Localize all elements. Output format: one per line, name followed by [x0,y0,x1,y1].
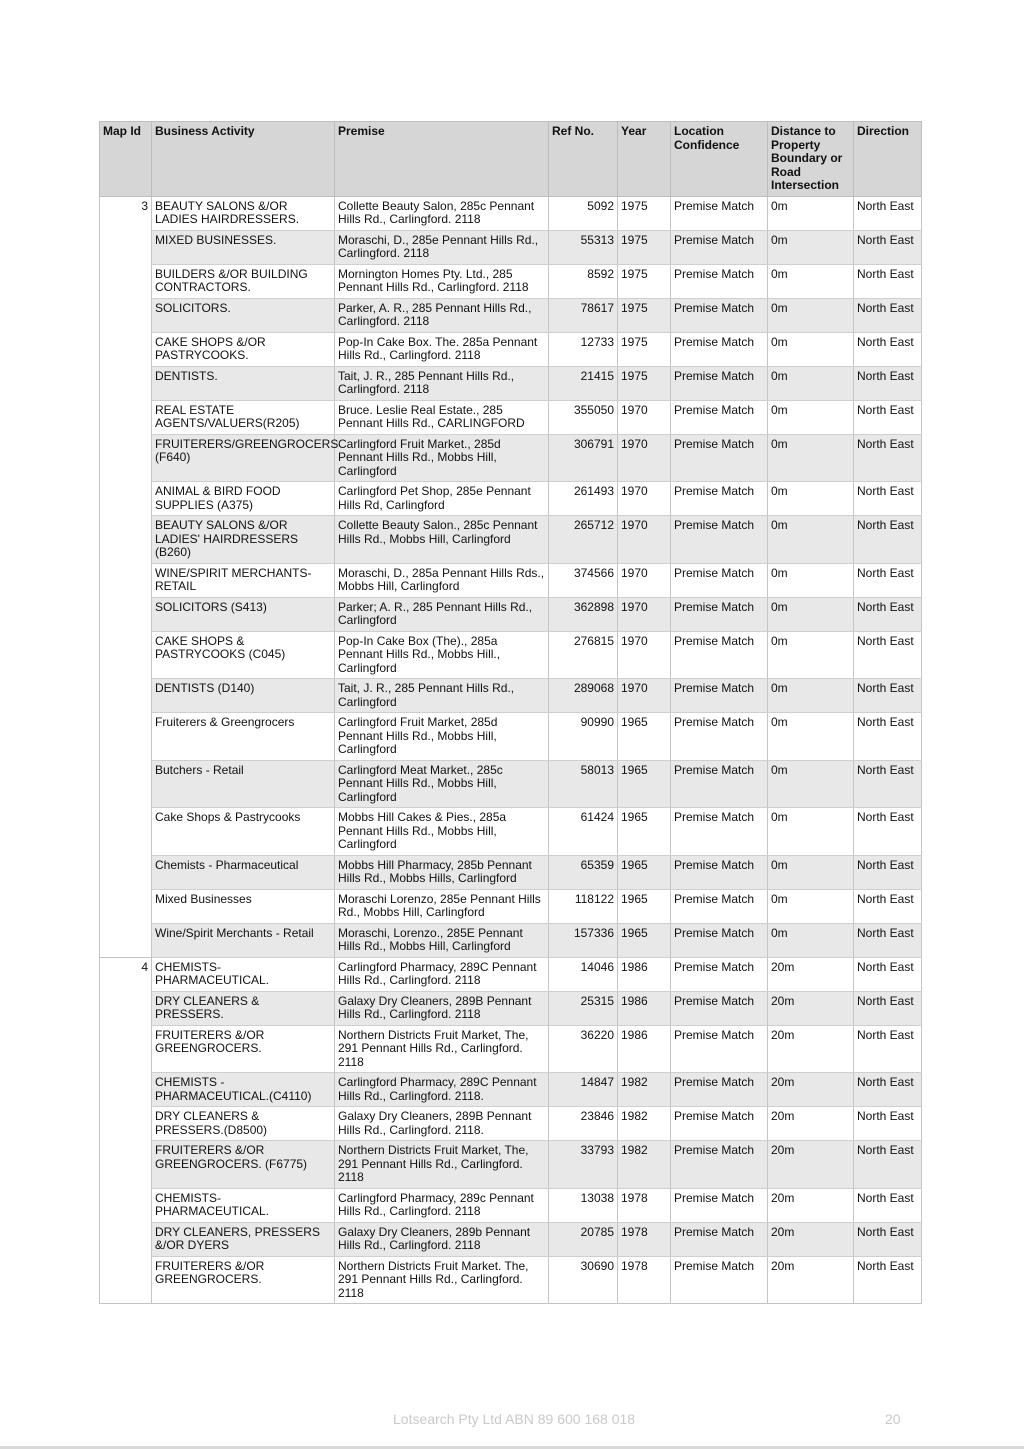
table-row [100,1256,922,1304]
cell-ref-no: 90990 [549,713,618,761]
table-body [100,196,922,1304]
cell-year: 1965 [618,923,671,957]
cell-distance: 0m [768,434,854,482]
cell-location-confidence: Premise Match [671,434,768,482]
cell-year: 1978 [618,1222,671,1256]
header-year: Year [618,122,671,197]
cell-business-activity: REAL ESTATE AGENTS/VALUERS(R205) [152,400,335,434]
cell-distance: 0m [768,264,854,298]
cell-map-id [100,1222,152,1256]
cell-premise: Moraschi, D., 285e Pennant Hills Rd., Carlingford. 2118 [335,230,549,264]
cell-premise: Bruce. Leslie Real Estate., 285 Pennant Hills Rd., CARLINGFORD [335,400,549,434]
cell-premise: Tait, J. R., 285 Pennant Hills Rd., Carlingford [335,679,549,713]
cell-premise: Mobbs Hill Pharmacy, 285b Pennant Hills Rd., Mobbs Hills, Carlingford [335,855,549,889]
cell-location-confidence: Premise Match [671,1107,768,1141]
cell-map-id [100,713,152,761]
cell-premise: Galaxy Dry Cleaners, 289B Pennant Hills Rd., Carlingford. 2118 [335,991,549,1025]
cell-direction: North East [854,482,922,516]
cell-ref-no: 58013 [549,760,618,808]
cell-distance: 20m [768,1141,854,1189]
cell-ref-no: 355050 [549,400,618,434]
cell-business-activity: FRUITERERS &/OR GREENGROCERS. [152,1025,335,1073]
cell-ref-no: 12733 [549,332,618,366]
cell-map-id [100,366,152,400]
cell-ref-no: 362898 [549,597,618,631]
cell-year: 1986 [618,991,671,1025]
cell-map-id [100,298,152,332]
cell-distance: 20m [768,991,854,1025]
cell-business-activity: BEAUTY SALONS &/OR LADIES HAIRDRESSERS. [152,196,335,230]
cell-direction: North East [854,400,922,434]
cell-year: 1965 [618,713,671,761]
cell-map-id [100,434,152,482]
cell-map-id: 3 [100,196,152,230]
table-row [100,1222,922,1256]
cell-location-confidence: Premise Match [671,1141,768,1189]
cell-distance: 20m [768,1256,854,1304]
cell-business-activity: WINE/SPIRIT MERCHANTS-RETAIL [152,563,335,597]
cell-premise: Carlingford Pharmacy, 289C Pennant Hills Rd., Carlingford. 2118. [335,1073,549,1107]
cell-business-activity: FRUITERERS &/OR GREENGROCERS. (F6775) [152,1141,335,1189]
cell-distance: 0m [768,482,854,516]
cell-business-activity: CAKE SHOPS & PASTRYCOOKS (C045) [152,631,335,679]
cell-location-confidence: Premise Match [671,923,768,957]
cell-distance: 0m [768,679,854,713]
cell-premise: Northern Districts Fruit Market. The, 291 Pennant Hills Rd., Carlingford. 2118 [335,1256,549,1304]
table-row [100,597,922,631]
cell-direction: North East [854,760,922,808]
table-row [100,298,922,332]
cell-map-id [100,631,152,679]
cell-location-confidence: Premise Match [671,298,768,332]
cell-business-activity: DENTISTS. [152,366,335,400]
cell-ref-no: 25315 [549,991,618,1025]
cell-distance: 0m [768,923,854,957]
cell-location-confidence: Premise Match [671,855,768,889]
cell-year: 1970 [618,516,671,564]
cell-premise: Collette Beauty Salon, 285c Pennant Hills Rd., Carlingford. 2118 [335,196,549,230]
cell-year: 1975 [618,298,671,332]
cell-ref-no: 23846 [549,1107,618,1141]
cell-distance: 20m [768,1073,854,1107]
cell-direction: North East [854,264,922,298]
cell-business-activity: Butchers - Retail [152,760,335,808]
cell-direction: North East [854,230,922,264]
cell-location-confidence: Premise Match [671,1188,768,1222]
table-row [100,482,922,516]
records-table [99,121,922,1304]
cell-ref-no: 5092 [549,196,618,230]
table-row [100,563,922,597]
footer-company: Lotsearch Pty Ltd ABN 89 600 168 018 [393,1411,636,1427]
table-row [100,1073,922,1107]
cell-ref-no: 21415 [549,366,618,400]
cell-ref-no: 13038 [549,1188,618,1222]
cell-distance: 20m [768,1222,854,1256]
cell-business-activity: FRUITERERS/GREENGROCERS (F640) [152,434,335,482]
cell-year: 1965 [618,808,671,856]
cell-direction: North East [854,332,922,366]
cell-ref-no: 55313 [549,230,618,264]
cell-premise: Galaxy Dry Cleaners, 289B Pennant Hills Rd., Carlingford. 2118. [335,1107,549,1141]
cell-direction: North East [854,957,922,991]
cell-ref-no: 118122 [549,889,618,923]
cell-premise: Carlingford Meat Market., 285c Pennant Hills Rd., Mobbs Hill, Carlingford [335,760,549,808]
table-row [100,923,922,957]
cell-premise: Parker, A. R., 285 Pennant Hills Rd., Carlingford. 2118 [335,298,549,332]
cell-ref-no: 289068 [549,679,618,713]
cell-map-id [100,991,152,1025]
footer-page-number: 20 [885,1411,901,1427]
cell-premise: Galaxy Dry Cleaners, 289b Pennant Hills Rd., Carlingford. 2118 [335,1222,549,1256]
cell-year: 1978 [618,1188,671,1222]
cell-direction: North East [854,1256,922,1304]
table-row [100,889,922,923]
cell-year: 1970 [618,563,671,597]
cell-ref-no: 33793 [549,1141,618,1189]
cell-direction: North East [854,597,922,631]
cell-map-id [100,1107,152,1141]
cell-year: 1970 [618,482,671,516]
table-row [100,434,922,482]
cell-location-confidence: Premise Match [671,563,768,597]
header-premise: Premise [335,122,549,197]
cell-map-id [100,1025,152,1073]
cell-ref-no: 78617 [549,298,618,332]
cell-premise: Moraschi Lorenzo, 285e Pennant Hills Rd., Mobbs Hill, Carlingford [335,889,549,923]
table-row [100,631,922,679]
cell-year: 1986 [618,957,671,991]
cell-direction: North East [854,1188,922,1222]
table-row [100,855,922,889]
cell-distance: 0m [768,808,854,856]
cell-distance: 0m [768,332,854,366]
header-business-activity: Business Activity [152,122,335,197]
cell-ref-no: 8592 [549,264,618,298]
cell-year: 1982 [618,1107,671,1141]
table-row [100,679,922,713]
cell-distance: 0m [768,597,854,631]
cell-year: 1970 [618,631,671,679]
cell-direction: North East [854,1025,922,1073]
cell-location-confidence: Premise Match [671,400,768,434]
cell-premise: Moraschi, D., 285a Pennant Hills Rds., Mobbs Hill, Carlingford [335,563,549,597]
cell-ref-no: 265712 [549,516,618,564]
cell-location-confidence: Premise Match [671,230,768,264]
cell-map-id: 4 [100,957,152,991]
cell-direction: North East [854,1073,922,1107]
table-row [100,957,922,991]
cell-business-activity: BEAUTY SALONS &/OR LADIES' HAIRDRESSERS (B260) [152,516,335,564]
cell-map-id [100,563,152,597]
cell-year: 1975 [618,196,671,230]
cell-map-id [100,1256,152,1304]
cell-premise: Pop-In Cake Box (The)., 285a Pennant Hills Rd., Mobbs Hill., Carlingford [335,631,549,679]
cell-ref-no: 261493 [549,482,618,516]
cell-map-id [100,889,152,923]
cell-location-confidence: Premise Match [671,713,768,761]
cell-business-activity: CHEMISTS - PHARMACEUTICAL.(C4110) [152,1073,335,1107]
cell-distance: 0m [768,855,854,889]
cell-business-activity: DRY CLEANERS & PRESSERS. [152,991,335,1025]
cell-ref-no: 14046 [549,957,618,991]
table-row [100,1107,922,1141]
cell-premise: Carlingford Pharmacy, 289C Pennant Hills Rd., Carlingford. 2118 [335,957,549,991]
cell-map-id [100,808,152,856]
table-row [100,516,922,564]
cell-location-confidence: Premise Match [671,1222,768,1256]
cell-ref-no: 14847 [549,1073,618,1107]
cell-premise: Parker; A. R., 285 Pennant Hills Rd., Carlingford [335,597,549,631]
cell-direction: North East [854,298,922,332]
cell-ref-no: 30690 [549,1256,618,1304]
cell-map-id [100,679,152,713]
cell-year: 1965 [618,889,671,923]
table-row [100,991,922,1025]
cell-map-id [100,516,152,564]
cell-premise: Northern Districts Fruit Market, The, 291 Pennant Hills Rd., Carlingford. 2118 [335,1141,549,1189]
cell-location-confidence: Premise Match [671,1073,768,1107]
cell-distance: 0m [768,298,854,332]
cell-premise: Tait, J. R., 285 Pennant Hills Rd., Carlingford. 2118 [335,366,549,400]
cell-ref-no: 36220 [549,1025,618,1073]
cell-year: 1975 [618,366,671,400]
cell-ref-no: 61424 [549,808,618,856]
cell-direction: North East [854,1222,922,1256]
cell-distance: 20m [768,1107,854,1141]
cell-distance: 0m [768,516,854,564]
cell-direction: North East [854,855,922,889]
cell-year: 1965 [618,855,671,889]
cell-location-confidence: Premise Match [671,264,768,298]
table-row [100,332,922,366]
cell-premise: Mobbs Hill Cakes & Pies., 285a Pennant Hills Rd., Mobbs Hill, Carlingford [335,808,549,856]
cell-year: 1965 [618,760,671,808]
cell-direction: North East [854,1141,922,1189]
cell-business-activity: Wine/Spirit Merchants - Retail [152,923,335,957]
cell-direction: North East [854,991,922,1025]
cell-distance: 0m [768,631,854,679]
cell-year: 1978 [618,1256,671,1304]
table-row [100,366,922,400]
cell-business-activity: SOLICITORS. [152,298,335,332]
cell-business-activity: Fruiterers & Greengrocers [152,713,335,761]
cell-direction: North East [854,366,922,400]
cell-year: 1986 [618,1025,671,1073]
cell-direction: North East [854,434,922,482]
cell-distance: 0m [768,366,854,400]
cell-business-activity: Chemists - Pharmaceutical [152,855,335,889]
cell-premise: Carlingford Pet Shop, 285e Pennant Hills Rd, Carlingford [335,482,549,516]
cell-location-confidence: Premise Match [671,482,768,516]
cell-premise: Northern Districts Fruit Market, The, 291 Pennant Hills Rd., Carlingford. 2118 [335,1025,549,1073]
cell-distance: 0m [768,760,854,808]
cell-direction: North East [854,196,922,230]
cell-direction: North East [854,631,922,679]
cell-location-confidence: Premise Match [671,366,768,400]
cell-location-confidence: Premise Match [671,991,768,1025]
cell-map-id [100,482,152,516]
cell-business-activity: FRUITERERS &/OR GREENGROCERS. [152,1256,335,1304]
cell-year: 1970 [618,400,671,434]
cell-map-id [100,855,152,889]
cell-business-activity: ANIMAL & BIRD FOOD SUPPLIES (A375) [152,482,335,516]
header-direction: Direction [854,122,922,197]
cell-direction: North East [854,808,922,856]
cell-ref-no: 374566 [549,563,618,597]
cell-premise: Carlingford Fruit Market., 285d Pennant Hills Rd., Mobbs Hill, Carlingford [335,434,549,482]
table-header [100,122,922,197]
cell-year: 1970 [618,679,671,713]
cell-premise: Carlingford Pharmacy, 289c Pennant Hills Rd., Carlingford. 2118 [335,1188,549,1222]
cell-distance: 20m [768,1025,854,1073]
cell-direction: North East [854,516,922,564]
cell-business-activity: SOLICITORS (S413) [152,597,335,631]
cell-business-activity: DENTISTS (D140) [152,679,335,713]
cell-year: 1970 [618,597,671,631]
cell-business-activity: Cake Shops & Pastrycooks [152,808,335,856]
cell-year: 1975 [618,332,671,366]
table-row [100,760,922,808]
cell-map-id [100,1188,152,1222]
cell-map-id [100,597,152,631]
table-row [100,1025,922,1073]
cell-premise: Pop-In Cake Box. The. 285a Pennant Hills Rd., Carlingford. 2118 [335,332,549,366]
cell-distance: 0m [768,563,854,597]
cell-location-confidence: Premise Match [671,631,768,679]
cell-map-id [100,760,152,808]
cell-premise: Moraschi, Lorenzo., 285E Pennant Hills Rd., Mobbs Hill, Carlingford [335,923,549,957]
table-row [100,400,922,434]
cell-distance: 20m [768,1188,854,1222]
cell-ref-no: 276815 [549,631,618,679]
cell-location-confidence: Premise Match [671,332,768,366]
cell-location-confidence: Premise Match [671,760,768,808]
cell-direction: North East [854,1107,922,1141]
header-row [100,122,922,197]
cell-direction: North East [854,679,922,713]
table-row [100,713,922,761]
cell-direction: North East [854,713,922,761]
cell-map-id [100,332,152,366]
cell-year: 1982 [618,1073,671,1107]
cell-map-id [100,230,152,264]
cell-direction: North East [854,889,922,923]
cell-map-id [100,1141,152,1189]
cell-distance: 0m [768,400,854,434]
cell-year: 1975 [618,230,671,264]
table-row [100,196,922,230]
cell-location-confidence: Premise Match [671,1256,768,1304]
cell-ref-no: 157336 [549,923,618,957]
cell-ref-no: 306791 [549,434,618,482]
cell-map-id [100,1073,152,1107]
cell-location-confidence: Premise Match [671,808,768,856]
cell-business-activity: CHEMISTS-PHARMACEUTICAL. [152,1188,335,1222]
cell-distance: 0m [768,196,854,230]
cell-direction: North East [854,563,922,597]
cell-business-activity: CHEMISTS-PHARMACEUTICAL. [152,957,335,991]
cell-location-confidence: Premise Match [671,957,768,991]
cell-direction: North East [854,923,922,957]
cell-location-confidence: Premise Match [671,516,768,564]
cell-distance: 0m [768,889,854,923]
cell-ref-no: 20785 [549,1222,618,1256]
table-row [100,1188,922,1222]
cell-business-activity: DRY CLEANERS & PRESSERS.(D8500) [152,1107,335,1141]
header-ref-no: Ref No. [549,122,618,197]
cell-location-confidence: Premise Match [671,679,768,713]
table-row [100,230,922,264]
cell-business-activity: MIXED BUSINESSES. [152,230,335,264]
header-distance: Distance to Property Boundary or Road Intersection [768,122,854,197]
cell-location-confidence: Premise Match [671,196,768,230]
header-map-id: Map Id [100,122,152,197]
cell-map-id [100,264,152,298]
cell-ref-no: 65359 [549,855,618,889]
cell-premise: Carlingford Fruit Market, 285d Pennant Hills Rd., Mobbs Hill, Carlingford [335,713,549,761]
table-row [100,264,922,298]
cell-location-confidence: Premise Match [671,889,768,923]
cell-business-activity: BUILDERS &/OR BUILDING CONTRACTORS. [152,264,335,298]
cell-year: 1975 [618,264,671,298]
cell-location-confidence: Premise Match [671,1025,768,1073]
cell-distance: 20m [768,957,854,991]
cell-premise: Mornington Homes Pty. Ltd., 285 Pennant Hills Rd., Carlingford. 2118 [335,264,549,298]
table-row [100,808,922,856]
cell-distance: 0m [768,230,854,264]
cell-map-id [100,923,152,957]
cell-map-id [100,400,152,434]
cell-location-confidence: Premise Match [671,597,768,631]
cell-business-activity: CAKE SHOPS &/OR PASTRYCOOKS. [152,332,335,366]
table-row [100,1141,922,1189]
header-location-confidence: Location Confidence [671,122,768,197]
cell-year: 1970 [618,434,671,482]
cell-business-activity: DRY CLEANERS, PRESSERS &/OR DYERS [152,1222,335,1256]
cell-year: 1982 [618,1141,671,1189]
cell-distance: 0m [768,713,854,761]
cell-business-activity: Mixed Businesses [152,889,335,923]
cell-premise: Collette Beauty Salon., 285c Pennant Hills Rd., Mobbs Hill, Carlingford [335,516,549,564]
